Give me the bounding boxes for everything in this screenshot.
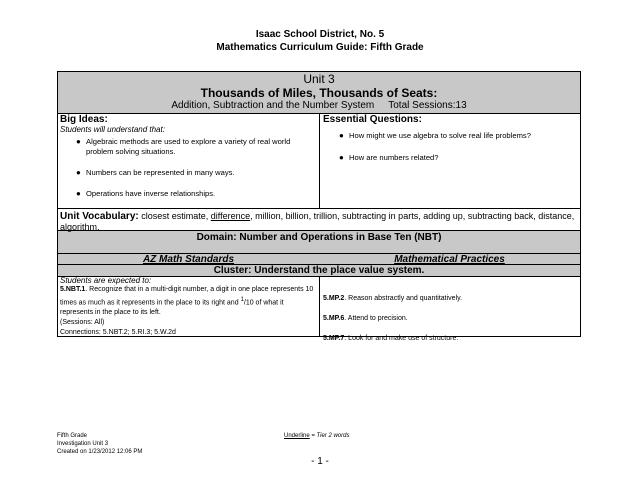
footer-created: Created on 1/23/2012 12:06 PM xyxy=(57,449,143,455)
unit-vocabulary xyxy=(58,209,580,231)
big-ideas-list xyxy=(60,137,317,199)
bullet-icon: ● xyxy=(76,137,81,146)
page-number: - 1 - xyxy=(311,456,329,467)
guide-title: Mathematics Curriculum Guide: Fifth Grade xyxy=(216,42,424,53)
bullet-icon: ● xyxy=(76,168,81,177)
mathematical-practices-heading: Mathematical Practices xyxy=(394,254,505,265)
unit-subtitle-row xyxy=(58,100,580,112)
practice-item: 5.MP.2. Reason abstractly and quantitatively. xyxy=(323,295,463,302)
footer-legend xyxy=(284,432,349,440)
big-ideas-title: Big Ideas: xyxy=(60,114,108,125)
legend-text: = Tier 2 words xyxy=(309,433,350,439)
bullet-icon: ● xyxy=(76,189,81,198)
az-math-standards-heading: AZ Math Standards xyxy=(142,254,235,265)
essential-questions-list xyxy=(323,131,577,163)
standard-connections: Connections: 5.NBT.2; 5.RI.3; 5.W.2d xyxy=(60,329,176,337)
vocabulary-text: closest estimate, xyxy=(138,211,211,221)
list-item: ● How are numbers related? xyxy=(339,153,439,162)
standard-intro: Students are expected to: xyxy=(60,276,152,285)
standards-body-row xyxy=(58,276,580,342)
list-item: ● Algebraic methods are used to explore a variety of real world problem solving situations. xyxy=(76,137,291,156)
cluster-heading: Cluster: Understand the place value system. xyxy=(58,265,580,277)
standard-cell xyxy=(58,277,320,336)
district-title: Isaac School District, No. 5 xyxy=(255,29,385,40)
fraction-numerator: 1 xyxy=(240,297,244,303)
vocabulary-text-rest: , million, billion, trillion, subtracting in parts, adding up, subtracting back, distance, algorithm. xyxy=(60,211,575,232)
standard-code: 5.NBT.1 xyxy=(60,286,86,293)
big-ideas-cell xyxy=(58,114,320,208)
unit-subtitle: Addition, Subtraction and the Number System xyxy=(171,100,375,111)
unit-name: Thousands of Miles, Thousands of Seats: xyxy=(200,86,438,100)
essential-questions-title: Essential Questions: xyxy=(323,114,422,125)
list-item: ● How might we use algebra to solve real life problems? xyxy=(339,131,531,140)
domain-heading: Domain: Number and Operations in Base Ten (NBT) xyxy=(58,231,580,254)
total-sessions: Total Sessions:13 xyxy=(388,100,467,111)
standard-sessions: (Sessions: All) xyxy=(60,319,105,327)
essential-questions-cell xyxy=(320,114,580,208)
list-item: ● Operations have inverse relationships. xyxy=(76,189,216,198)
ideas-questions-row xyxy=(58,114,580,209)
practices-cell xyxy=(320,277,580,342)
practice-item: 5.MP.6. Attend to precision. xyxy=(323,315,408,322)
vocabulary-tier2-word: difference xyxy=(210,211,251,221)
footer-unit: Investigation Unit 3 xyxy=(57,441,109,447)
big-ideas-intro: Students will understand that: xyxy=(60,125,165,134)
bullet-icon: ● xyxy=(339,153,344,162)
standards-header-row xyxy=(58,254,580,265)
vocabulary-label: Unit Vocabulary: xyxy=(60,211,139,222)
legend-underline: Underline xyxy=(284,433,310,439)
footer-info xyxy=(57,432,142,456)
unit-header xyxy=(58,72,580,114)
bullet-icon: ● xyxy=(339,131,344,140)
unit-number: Unit 3 xyxy=(303,72,335,86)
standard-text: 5.NBT.1. Recognize that in a multi-digit number, a digit in one place represents 10 times as much as it represents in the place to its right and 1/10 of what it represents in the place to its left. xyxy=(60,286,314,317)
practice-item: 5.MP.7. Look for and make use of structure. xyxy=(323,335,459,342)
list-item: ● Numbers can be represented in many ways. xyxy=(76,168,235,177)
footer-grade: Fifth Grade xyxy=(57,433,88,439)
unit-table xyxy=(57,71,581,342)
